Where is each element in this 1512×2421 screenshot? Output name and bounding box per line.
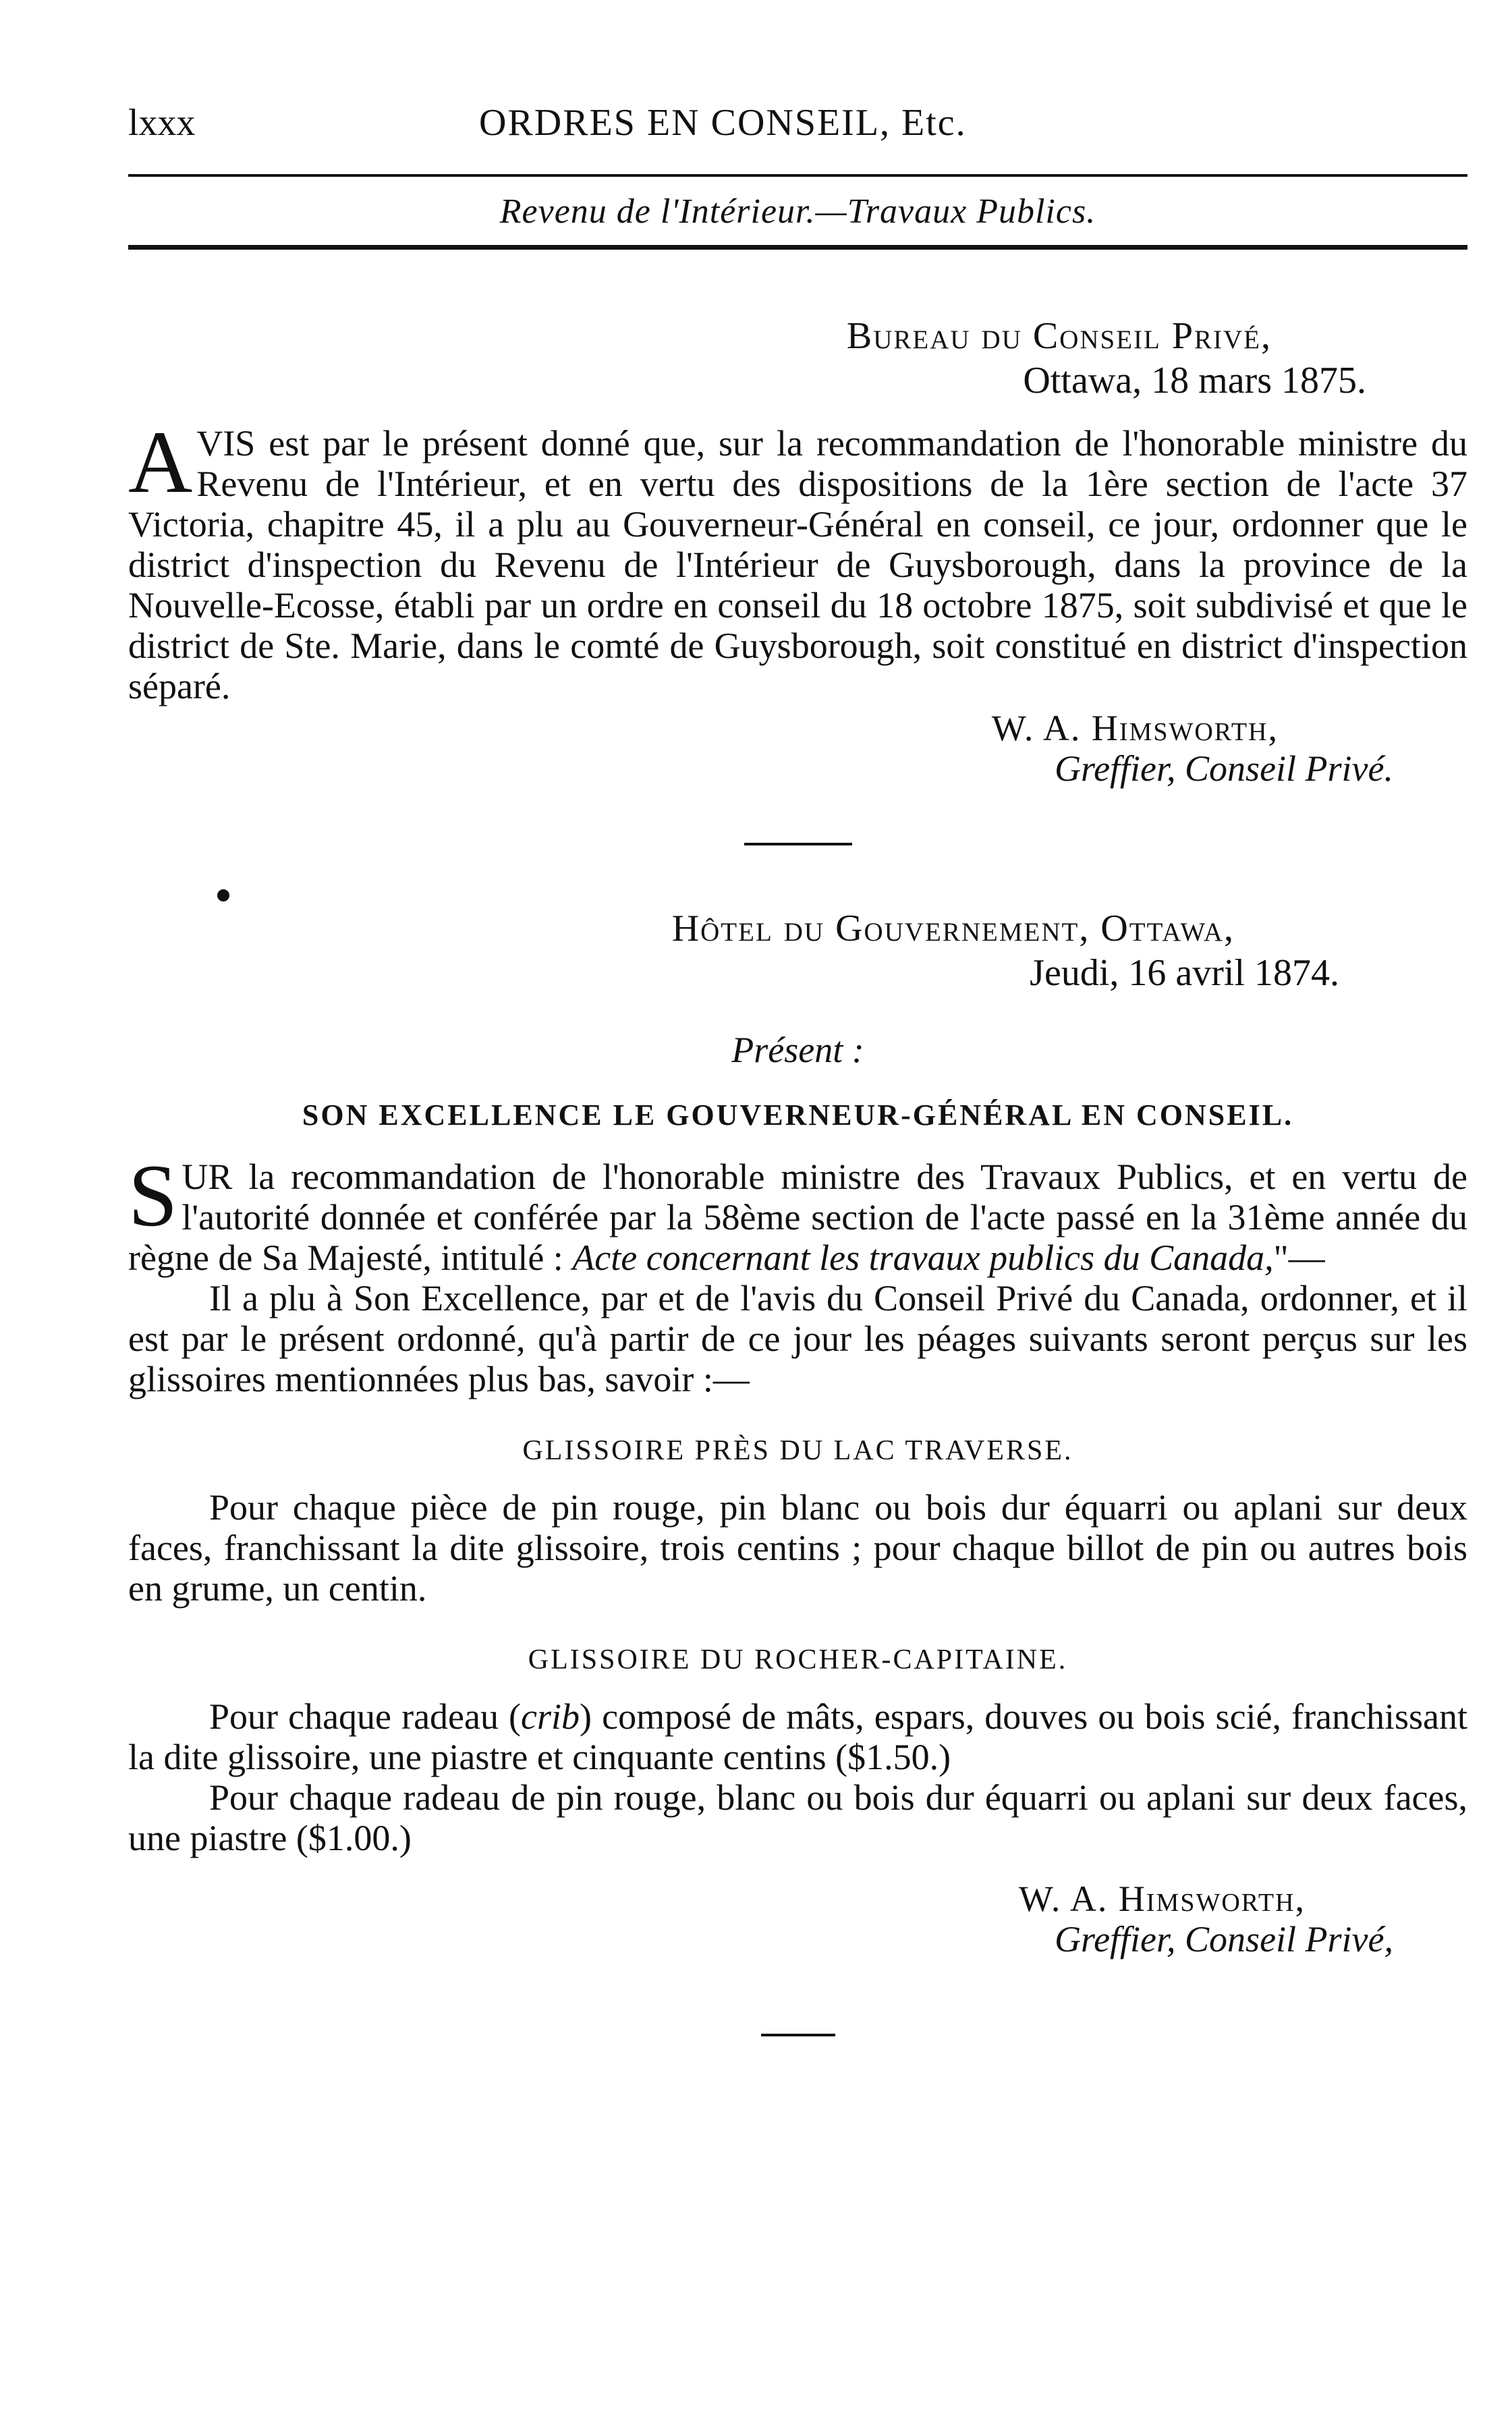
notice1-signature-title: Greffier, Conseil Privé. bbox=[1055, 748, 1393, 789]
notice2-signature-title: Greffier, Conseil Privé, bbox=[1055, 1919, 1393, 1959]
page bbox=[128, 101, 1467, 2036]
notice2-para1 bbox=[128, 1146, 1467, 1278]
para4-start: Pour chaque radeau ( bbox=[209, 1696, 522, 1737]
para4-crib: crib bbox=[521, 1696, 580, 1737]
subtitle-rule bbox=[128, 245, 1467, 250]
separator-rule bbox=[744, 843, 852, 845]
notice2-para2: Il a plu à Son Excellence, par et de l'avis du Conseil Privé du Canada, ordonner, et il est par le présent ordonné, qu'à partir de ce jour les péages suivants seront perçus sur les glissoires mentionnées plus bas, savoir :— bbox=[128, 1278, 1467, 1399]
para4-end: ) composé de mâts, espars, douves ou bois scié, franchissant la dite glissoire, une piastre et cinquante centins ($1.50.) bbox=[128, 1696, 1467, 1777]
para1-end: "— bbox=[1273, 1237, 1325, 1278]
notice1-signature-name: W. A. Himsworth, bbox=[991, 708, 1279, 748]
notice1-office: Bureau du Conseil Privé, bbox=[846, 315, 1272, 357]
running-title: ORDRES EN CONSEIL, Etc. bbox=[479, 102, 967, 144]
notice1-date: Ottawa, 18 mars 1875. bbox=[1023, 360, 1366, 401]
notice2-signature-name: W. A. Himsworth, bbox=[1018, 1879, 1306, 1919]
notice2-dropcap: S bbox=[128, 1146, 178, 1245]
notice1-text: VIS est par le présent donné que, sur la recommandation de l'honorable ministre du Revenu de l'Intérieur, et en vertu des dispositions de la 1ère section de l'acte 37 Victoria, chapitre 45, il a plu au Gouverneur-Général en conseil, ce jour, ordonner que le district d'inspection du Revenu de l'Intérieur de Guysborough, dans la province de la Nouvelle-Ecosse, établi par un ordre en conseil du 18 octobre 1875, soit subdivisé et que le district de Ste. Marie, dans le comté de Guysborough, soit constitué en district d'inspection séparé. bbox=[128, 423, 1467, 706]
present-label: Présent : bbox=[731, 1030, 864, 1070]
page-header bbox=[128, 101, 1467, 155]
heading-lac-traverse: GLISSOIRE PRÈS DU LAC TRAVERSE. bbox=[522, 1435, 1073, 1466]
header-rule bbox=[128, 174, 1467, 177]
notice2-para3: Pour chaque pièce de pin rouge, pin blanc ou bois dur équarri ou aplani sur deux faces, franchissant la dite glissoire, trois centins ; pour chaque billot de pin ou autres bois en grume, un centin. bbox=[128, 1487, 1467, 1609]
notice1-dropcap: A bbox=[128, 412, 193, 511]
notice2-location: Hôtel du Gouvernement, Ottawa, bbox=[671, 908, 1235, 949]
notice1-body bbox=[128, 412, 1467, 706]
heading-rocher-capitaine: GLISSOIRE DU ROCHER-CAPITAINE. bbox=[528, 1644, 1068, 1675]
para1-start: UR la recommandation de l'honorable ministre des Travaux Publics, et en vertu de l'autorité donnée et conférée par la 58ème section de l'acte passé en la 31ème année du règne de Sa Majesté, intitulé : bbox=[128, 1157, 1467, 1278]
section-subtitle: Revenu de l'Intérieur.—Travaux Publics. bbox=[499, 192, 1096, 231]
notice2-para4 bbox=[128, 1696, 1467, 1777]
council-heading: SON EXCELLENCE LE GOUVERNEUR-GÉNÉRAL EN CONSEIL. bbox=[302, 1098, 1294, 1132]
end-rule bbox=[761, 2034, 835, 2036]
act-title: Acte concernant les travaux publics du Canada, bbox=[572, 1237, 1274, 1278]
page-number: lxxx bbox=[128, 102, 196, 144]
notice2-para5: Pour chaque radeau de pin rouge, blanc ou bois dur équarri ou aplani sur deux faces, une piastre ($1.00.) bbox=[128, 1777, 1467, 1858]
notice2-date: Jeudi, 16 avril 1874. bbox=[1030, 952, 1339, 994]
